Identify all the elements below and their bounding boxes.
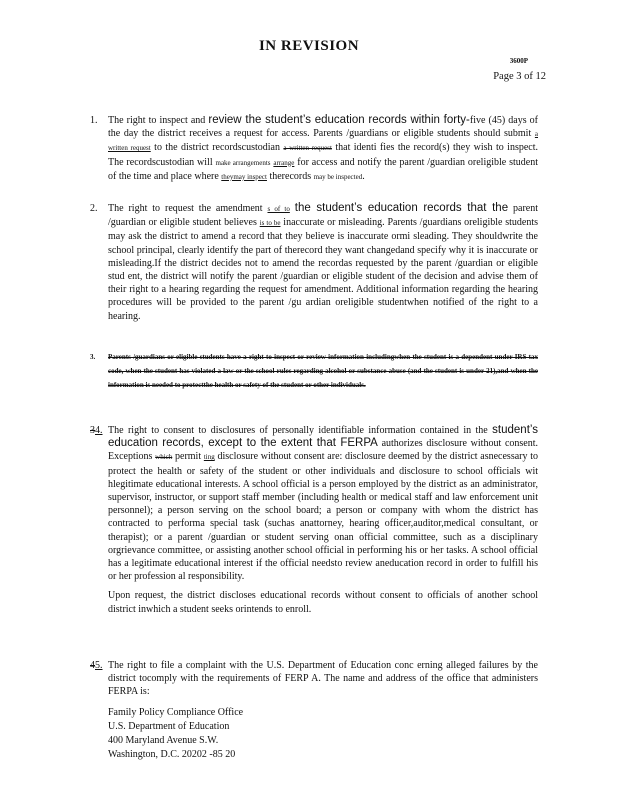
item-text: Parents /guardians or eligible students have a right to inspect or review information includingwhen the student is a dependent under IRS tax code, when the student has violated a law or the school rules regarding alcohol or substance abuse (and the student is under 21),and when the information is needed to protectthe health or safety of the student or other individuals. bbox=[108, 353, 538, 389]
address-line: 400 Maryland Avenue S.W. bbox=[108, 735, 219, 746]
inserted-text: arrange bbox=[273, 158, 295, 167]
inserted-text: theymay inspect bbox=[221, 172, 267, 181]
item-paragraph-2: Upon request, the district discloses educational records without consent to officials of another school district inwhich a student seeks orintends to enroll. bbox=[108, 590, 538, 615]
list-item-3-deleted bbox=[90, 350, 538, 392]
list-item-5 bbox=[90, 659, 538, 699]
inserted-text: s of to bbox=[267, 205, 290, 213]
deleted-text: may be inspected bbox=[313, 172, 363, 181]
text-run: for access and notify the parent /guardian oreligible student of the time and place where bbox=[108, 156, 538, 182]
item-text bbox=[108, 202, 538, 323]
page-number: Page 3 of 12 bbox=[493, 71, 546, 82]
address-line: Family Policy Compliance Office bbox=[108, 707, 244, 718]
office-address bbox=[108, 706, 243, 762]
item-text: The right to file a complaint with the U.S. Department of Education conc erning alleged failures by the district tocomply with the requirements of FERP A. The name and address of the office that administers FERPA is: bbox=[108, 660, 538, 698]
item-text bbox=[108, 424, 538, 583]
text-run: The right to consent to disclosures of personally identifiable information contained in the bbox=[108, 425, 493, 436]
deleted-number: 4 bbox=[90, 660, 95, 671]
list-item-4 bbox=[90, 424, 538, 616]
text-run: permit bbox=[172, 451, 204, 463]
inserted-text: is to be bbox=[259, 219, 281, 228]
page-title: IN REVISION bbox=[258, 38, 360, 54]
list-item-2 bbox=[90, 202, 538, 323]
inserted-text: a written request bbox=[108, 130, 538, 153]
text-run: The right to request the amendment bbox=[108, 203, 268, 214]
text-run: authorizes disclosure without consent. Exceptions bbox=[108, 438, 538, 463]
text-run: therecords bbox=[266, 170, 314, 182]
item-number: 3. bbox=[90, 353, 96, 361]
inserted-text: ting bbox=[203, 453, 215, 462]
text-run: parent /guardian or eligible student believes bbox=[108, 203, 539, 229]
text-run: that identi fies the record(s) they wish to inspect. The recordscustodian will bbox=[108, 142, 539, 168]
address-line: U.S. Department of Education bbox=[108, 721, 230, 732]
text-run: The right to inspect and bbox=[108, 115, 209, 126]
item-number: 1. bbox=[90, 115, 98, 126]
inserted-number: 4. bbox=[95, 425, 103, 436]
text-run: disclosure without consent are: disclosure deemed by the district asnecessary to protect the health or safety of the student or other individuals and disclosure to school officials wit hlegitimate educational interests. A school official is a person employed by the district as an administrator, supervisor, instructor, or support staff member (including health or medical staff and law enforcement unit personnel); a person serving on the school board; a person or company with whom the district has contracted to performa special task (suchas anattorney, hearing officer,auditor,medical consultant, or therapist); or a parent /guardian or student serving onan official committee, such as a disciplinary orgrievance committee, or assisting another school official in performing his or her tasks. A school official has a legitimate educational interest if the official needsto review aneducation record in order to fulfill his or her profession al responsibility. bbox=[108, 451, 538, 583]
address-line: Washington, D.C. 20202 -85 20 bbox=[108, 749, 236, 760]
deleted-text: make arrangements bbox=[215, 158, 271, 167]
deleted-text: which bbox=[155, 453, 173, 462]
text-run: to the district recordscustodian bbox=[150, 142, 284, 154]
text-run: the student’s education records that the bbox=[294, 202, 509, 214]
deleted-text: a written request bbox=[283, 144, 332, 153]
policy-code: 3600P bbox=[509, 57, 528, 65]
item-text bbox=[108, 114, 538, 184]
item-number bbox=[90, 659, 103, 672]
text-run: student’s education records, except to the extent that FERPA bbox=[108, 424, 538, 450]
text-run: five (45) days of the day the district receives a request for access. Parents /guardians or eligible students should submit bbox=[108, 115, 538, 140]
item-number: 2. bbox=[90, 203, 98, 214]
list-item-1 bbox=[90, 114, 538, 184]
text-run: inaccurate or misleading. Parents /guardians oreligible students may ask the district to amend a record that they believe is inaccurate ormi sleading. They shouldwrite the school principal, clearly identify the part of therecord they want changedand specify why it is inaccurate or misleading.If the district decides not to amend the recordas requested by the parent /guardian or eligible stud ent, the district will notify the parent /guardian or eligible student of the decision and advise them of their right to a hearing regarding the request for amendment. Additional information regarding the hearing procedures will be provided to the parent /gu ardian oreligible studentwhen notified of the right to a hearing. bbox=[108, 217, 539, 322]
item-number bbox=[90, 424, 103, 437]
inserted-number: 5. bbox=[95, 660, 103, 671]
text-run: review the student’s education records within forty- bbox=[208, 114, 470, 126]
deleted-number: 3 bbox=[90, 425, 95, 436]
text-run: . bbox=[362, 170, 365, 182]
